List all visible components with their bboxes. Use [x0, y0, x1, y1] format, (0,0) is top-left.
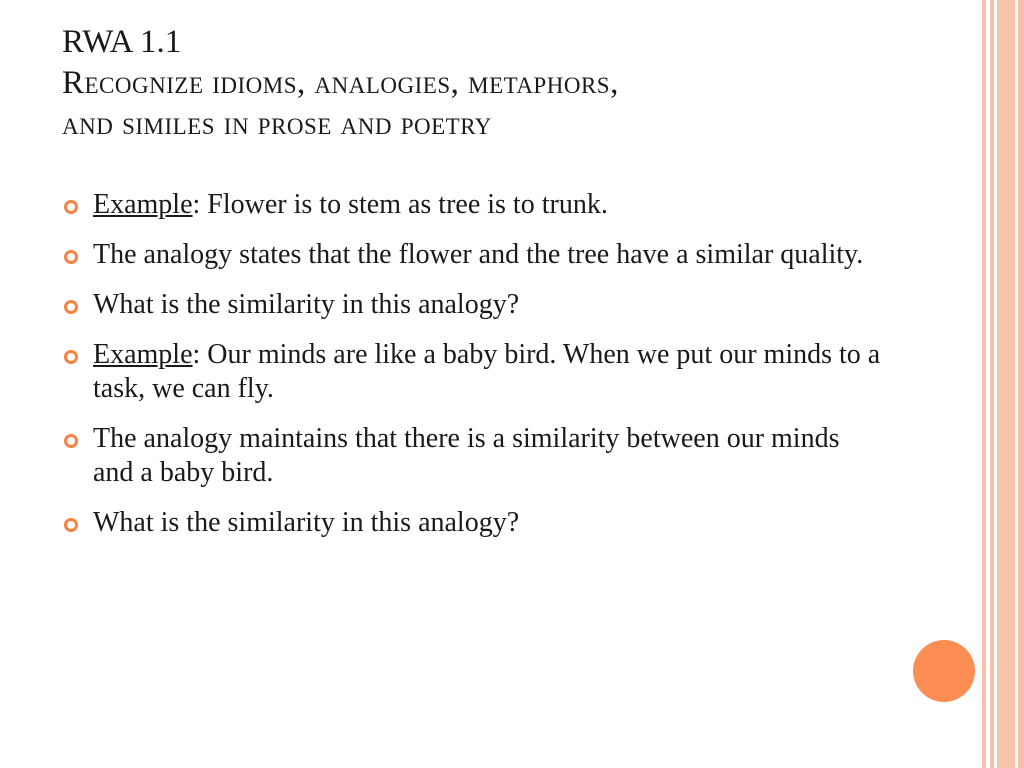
title-line-3: and similes in prose and poetry: [62, 106, 492, 142]
bullet-list: [62, 188, 882, 556]
bullet-circle-icon: [64, 200, 78, 214]
bullet-item: [62, 288, 882, 322]
bullet-text: What is the similarity in this analogy?: [93, 507, 520, 538]
decorative-circle: [913, 640, 975, 702]
bullet-item: [62, 338, 882, 406]
bullet-circle-icon: [64, 350, 78, 364]
bullet-item: [62, 506, 882, 540]
border-stripe: [1018, 0, 1024, 768]
border-stripe: [982, 0, 986, 768]
bullet-text: : Flower is to stem as tree is to trunk.: [192, 189, 608, 220]
bullet-item: [62, 238, 882, 272]
bullet-text: What is the similarity in this analogy?: [93, 289, 520, 320]
bullet-circle-icon: [64, 250, 78, 264]
bullet-label: Example: [93, 339, 193, 370]
border-stripe: [990, 0, 994, 768]
bullet-circle-icon: [64, 434, 78, 448]
bullet-item: [62, 188, 882, 222]
bullet-circle-icon: [64, 300, 78, 314]
title-line-1: RWA 1.1: [62, 24, 182, 60]
bullet-circle-icon: [64, 518, 78, 532]
title-line-2: Recognize idioms, analogies, metaphors,: [62, 65, 619, 101]
border-stripe: [997, 0, 1015, 768]
bullet-label: Example: [93, 189, 193, 220]
bullet-item: [62, 422, 882, 490]
bullet-text: The analogy maintains that there is a similarity between our minds and a baby bird.: [93, 423, 840, 488]
bullet-text: : Our minds are like a baby bird. When we put our minds to a task, we can fly.: [93, 339, 881, 404]
bullet-text: The analogy states that the flower and the tree have a similar quality.: [93, 239, 864, 270]
slide-title: [62, 22, 962, 145]
